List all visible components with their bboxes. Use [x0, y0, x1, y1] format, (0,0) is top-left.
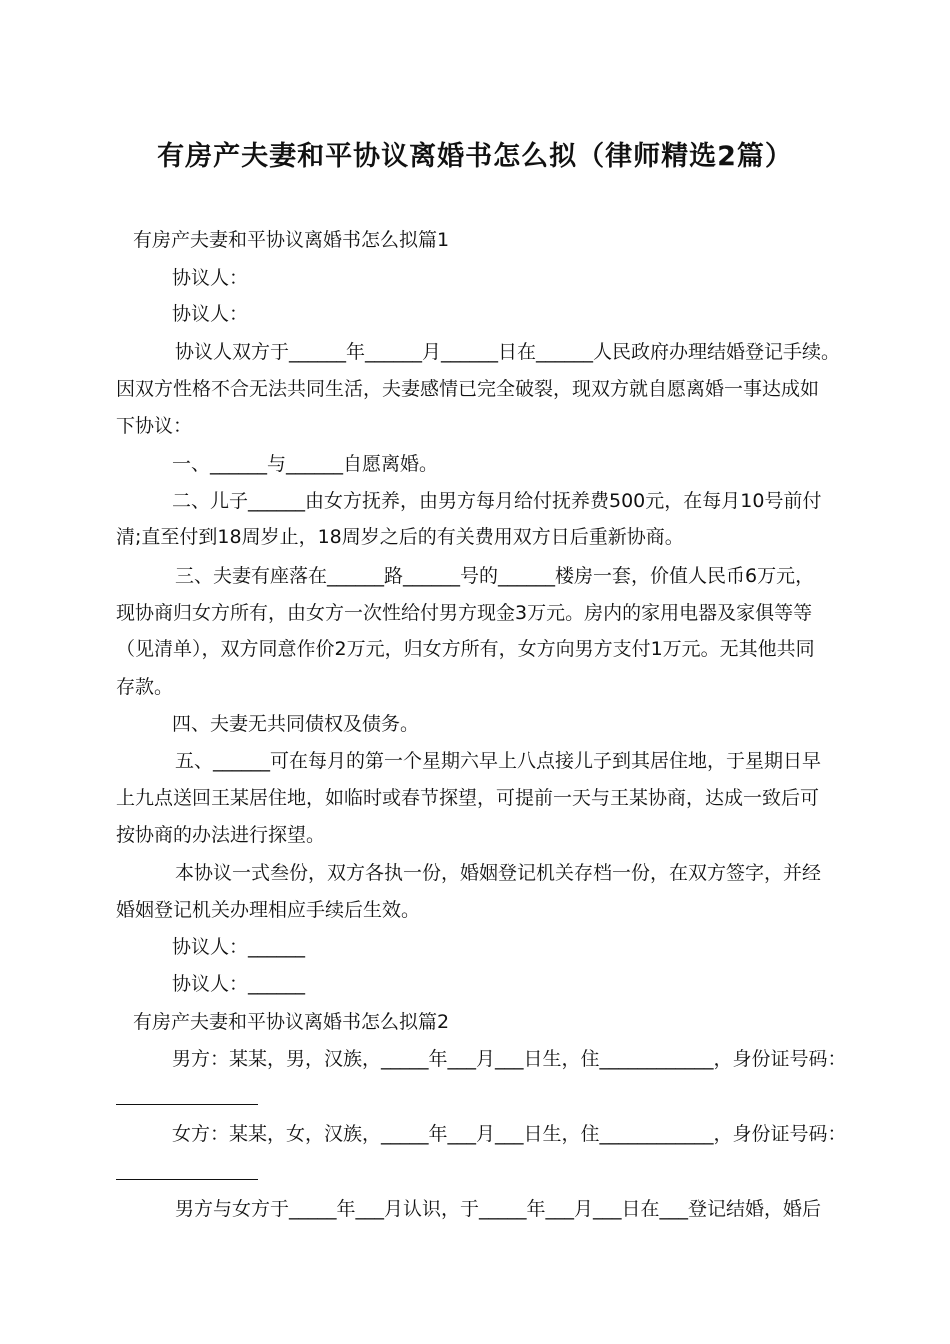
paragraph-line: 婚姻登记机关办理相应手续后生效。 [116, 899, 421, 921]
paragraph-line: 清;直至付到18周岁止，18周岁之后的有关费用双方日后重新协商。 [116, 526, 684, 548]
marriage-history: 男方与女方于_____年___月认识，于_____年___月___日在___登记结婚，婚后 [175, 1198, 822, 1220]
signature-line-1: 协议人：______ [172, 936, 306, 958]
id-number-blank-1 [116, 1104, 258, 1105]
paragraph-line: 因双方性格不合无法共同生活，夫妻感情已完全破裂，现双方就自愿离婚一事达成如 [116, 378, 820, 400]
party-line-2: 协议人： [172, 303, 249, 325]
clause-1: 一、______与______自愿离婚。 [172, 453, 439, 475]
clause-5: 五、______可在每月的第一个星期六早上八点接儿子到其居住地，于星期日早 [175, 750, 822, 772]
paragraph-line: 上九点送回王某居住地，如临时或春节探望，可提前一天与王某协商，达成一致后可 [116, 787, 820, 809]
husband-info: 男方：某某，男，汉族，_____年___月___日生，住____________，身份证号码： [172, 1048, 847, 1070]
id-number-blank-2 [116, 1179, 258, 1180]
paragraph-line: 协议人双方于______年______月______日在______人民政府办理结婚登记手续。 [175, 341, 841, 363]
closing-paragraph: 本协议一式叁份，双方各执一份，婚姻登记机关存档一份，在双方签字，并经 [175, 862, 822, 884]
section-heading-2: 有房产夫妻和平协议离婚书怎么拟篇2 [133, 1011, 450, 1033]
party-line-1: 协议人： [172, 267, 249, 289]
paragraph-line: 现协商归女方所有，由女方一次性给付男方现金3万元。房内的家用电器及家俱等等 [116, 602, 813, 624]
signature-line-2: 协议人：______ [172, 973, 306, 995]
clause-4: 四、夫妻无共同债权及债务。 [172, 713, 420, 735]
document-title: 有房产夫妻和平协议离婚书怎么拟（律师精选2篇） [157, 141, 793, 172]
paragraph-line: 存款。 [116, 676, 174, 698]
paragraph-line: 按协商的办法进行探望。 [116, 824, 326, 846]
section-heading-1: 有房产夫妻和平协议离婚书怎么拟篇1 [133, 229, 450, 251]
clause-2: 二、儿子______由女方抚养，由男方每月给付抚养费500元，在每月10号前付 [172, 490, 822, 512]
paragraph-line: 下协议： [116, 415, 193, 437]
paragraph-line: （见清单），双方同意作价2万元，归女方所有，女方向男方支付1万元。无其他共同 [116, 638, 815, 660]
clause-3: 三、夫妻有座落在______路______号的______楼房一套，价值人民币6万元， [175, 565, 815, 587]
wife-info: 女方：某某，女，汉族，_____年___月___日生，住____________，身份证号码： [172, 1123, 847, 1145]
